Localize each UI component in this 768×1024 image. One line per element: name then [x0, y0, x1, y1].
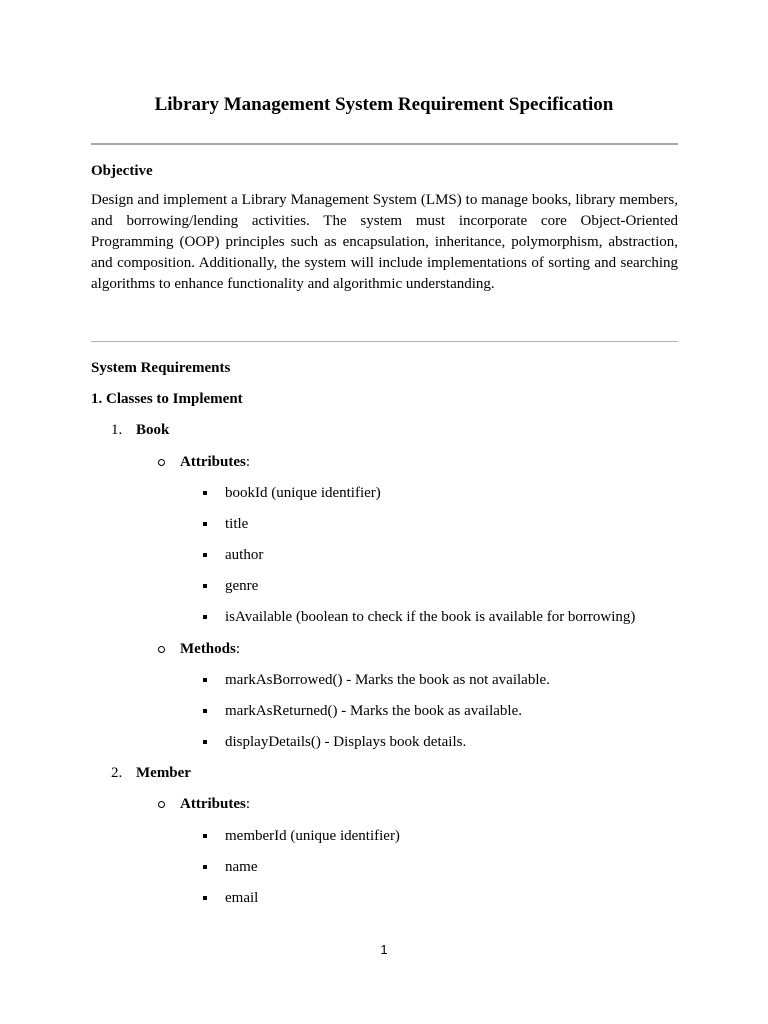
- classes-subheading: 1. Classes to Implement: [91, 391, 243, 407]
- square-bullet-icon: [203, 522, 207, 526]
- system-requirements-heading: System Requirements: [91, 360, 231, 376]
- square-bullet-icon: [203, 615, 207, 619]
- attributes-label: Attributes: [180, 454, 246, 470]
- square-bullet-icon: [203, 553, 207, 557]
- list-number: 1.: [111, 422, 123, 438]
- colon: :: [245, 454, 250, 470]
- circle-bullet-icon: [158, 801, 165, 808]
- section-divider: [91, 341, 678, 342]
- colon: :: [245, 796, 250, 812]
- attributes-label: Attributes: [180, 796, 246, 812]
- square-bullet-icon: [203, 678, 207, 682]
- page-number: 1: [380, 942, 388, 957]
- objective-heading: Objective: [91, 163, 153, 179]
- method-text: markAsBorrowed() - Marks the book as not available.: [225, 672, 550, 688]
- circle-bullet-icon: [158, 646, 165, 653]
- square-bullet-icon: [203, 865, 207, 869]
- class-name: Member: [136, 765, 191, 781]
- attribute-text: bookId (unique identifier): [225, 485, 381, 501]
- square-bullet-icon: [203, 584, 207, 588]
- circle-bullet-icon: [158, 459, 165, 466]
- objective-paragraph: Design and implement a Library Management System (LMS) to manage books, library members, and borrowing/lending activities. The system must incorporate core Object-Oriented Programming (OOP) principles such as encapsulation, inheritance, polymorphism, abstraction, and composition. Additionally, the system will include implementations of sorting and searching algorithms to enhance functionality and algorithmic understanding.: [91, 192, 678, 292]
- method-text: displayDetails() - Displays book details.: [225, 734, 467, 750]
- document-title: Library Management System Requirement Specification: [154, 94, 614, 115]
- square-bullet-icon: [203, 491, 207, 495]
- colon: :: [235, 641, 241, 657]
- class-name: Book: [136, 422, 170, 438]
- attribute-text: genre: [225, 578, 259, 594]
- attribute-text: title: [225, 516, 249, 532]
- square-bullet-icon: [203, 834, 207, 838]
- attribute-text: memberId (unique identifier): [225, 828, 400, 844]
- square-bullet-icon: [203, 709, 207, 713]
- attribute-text: name: [225, 859, 258, 875]
- method-text: markAsReturned() - Marks the book as available.: [225, 703, 522, 719]
- attribute-text: isAvailable (boolean to check if the book is available for borrowing): [225, 609, 636, 625]
- title-divider: [91, 143, 678, 145]
- attribute-text: email: [225, 890, 259, 906]
- list-number: 2.: [111, 765, 123, 781]
- attribute-text: author: [225, 547, 264, 563]
- methods-label: Methods: [180, 641, 236, 657]
- square-bullet-icon: [203, 896, 207, 900]
- square-bullet-icon: [203, 740, 207, 744]
